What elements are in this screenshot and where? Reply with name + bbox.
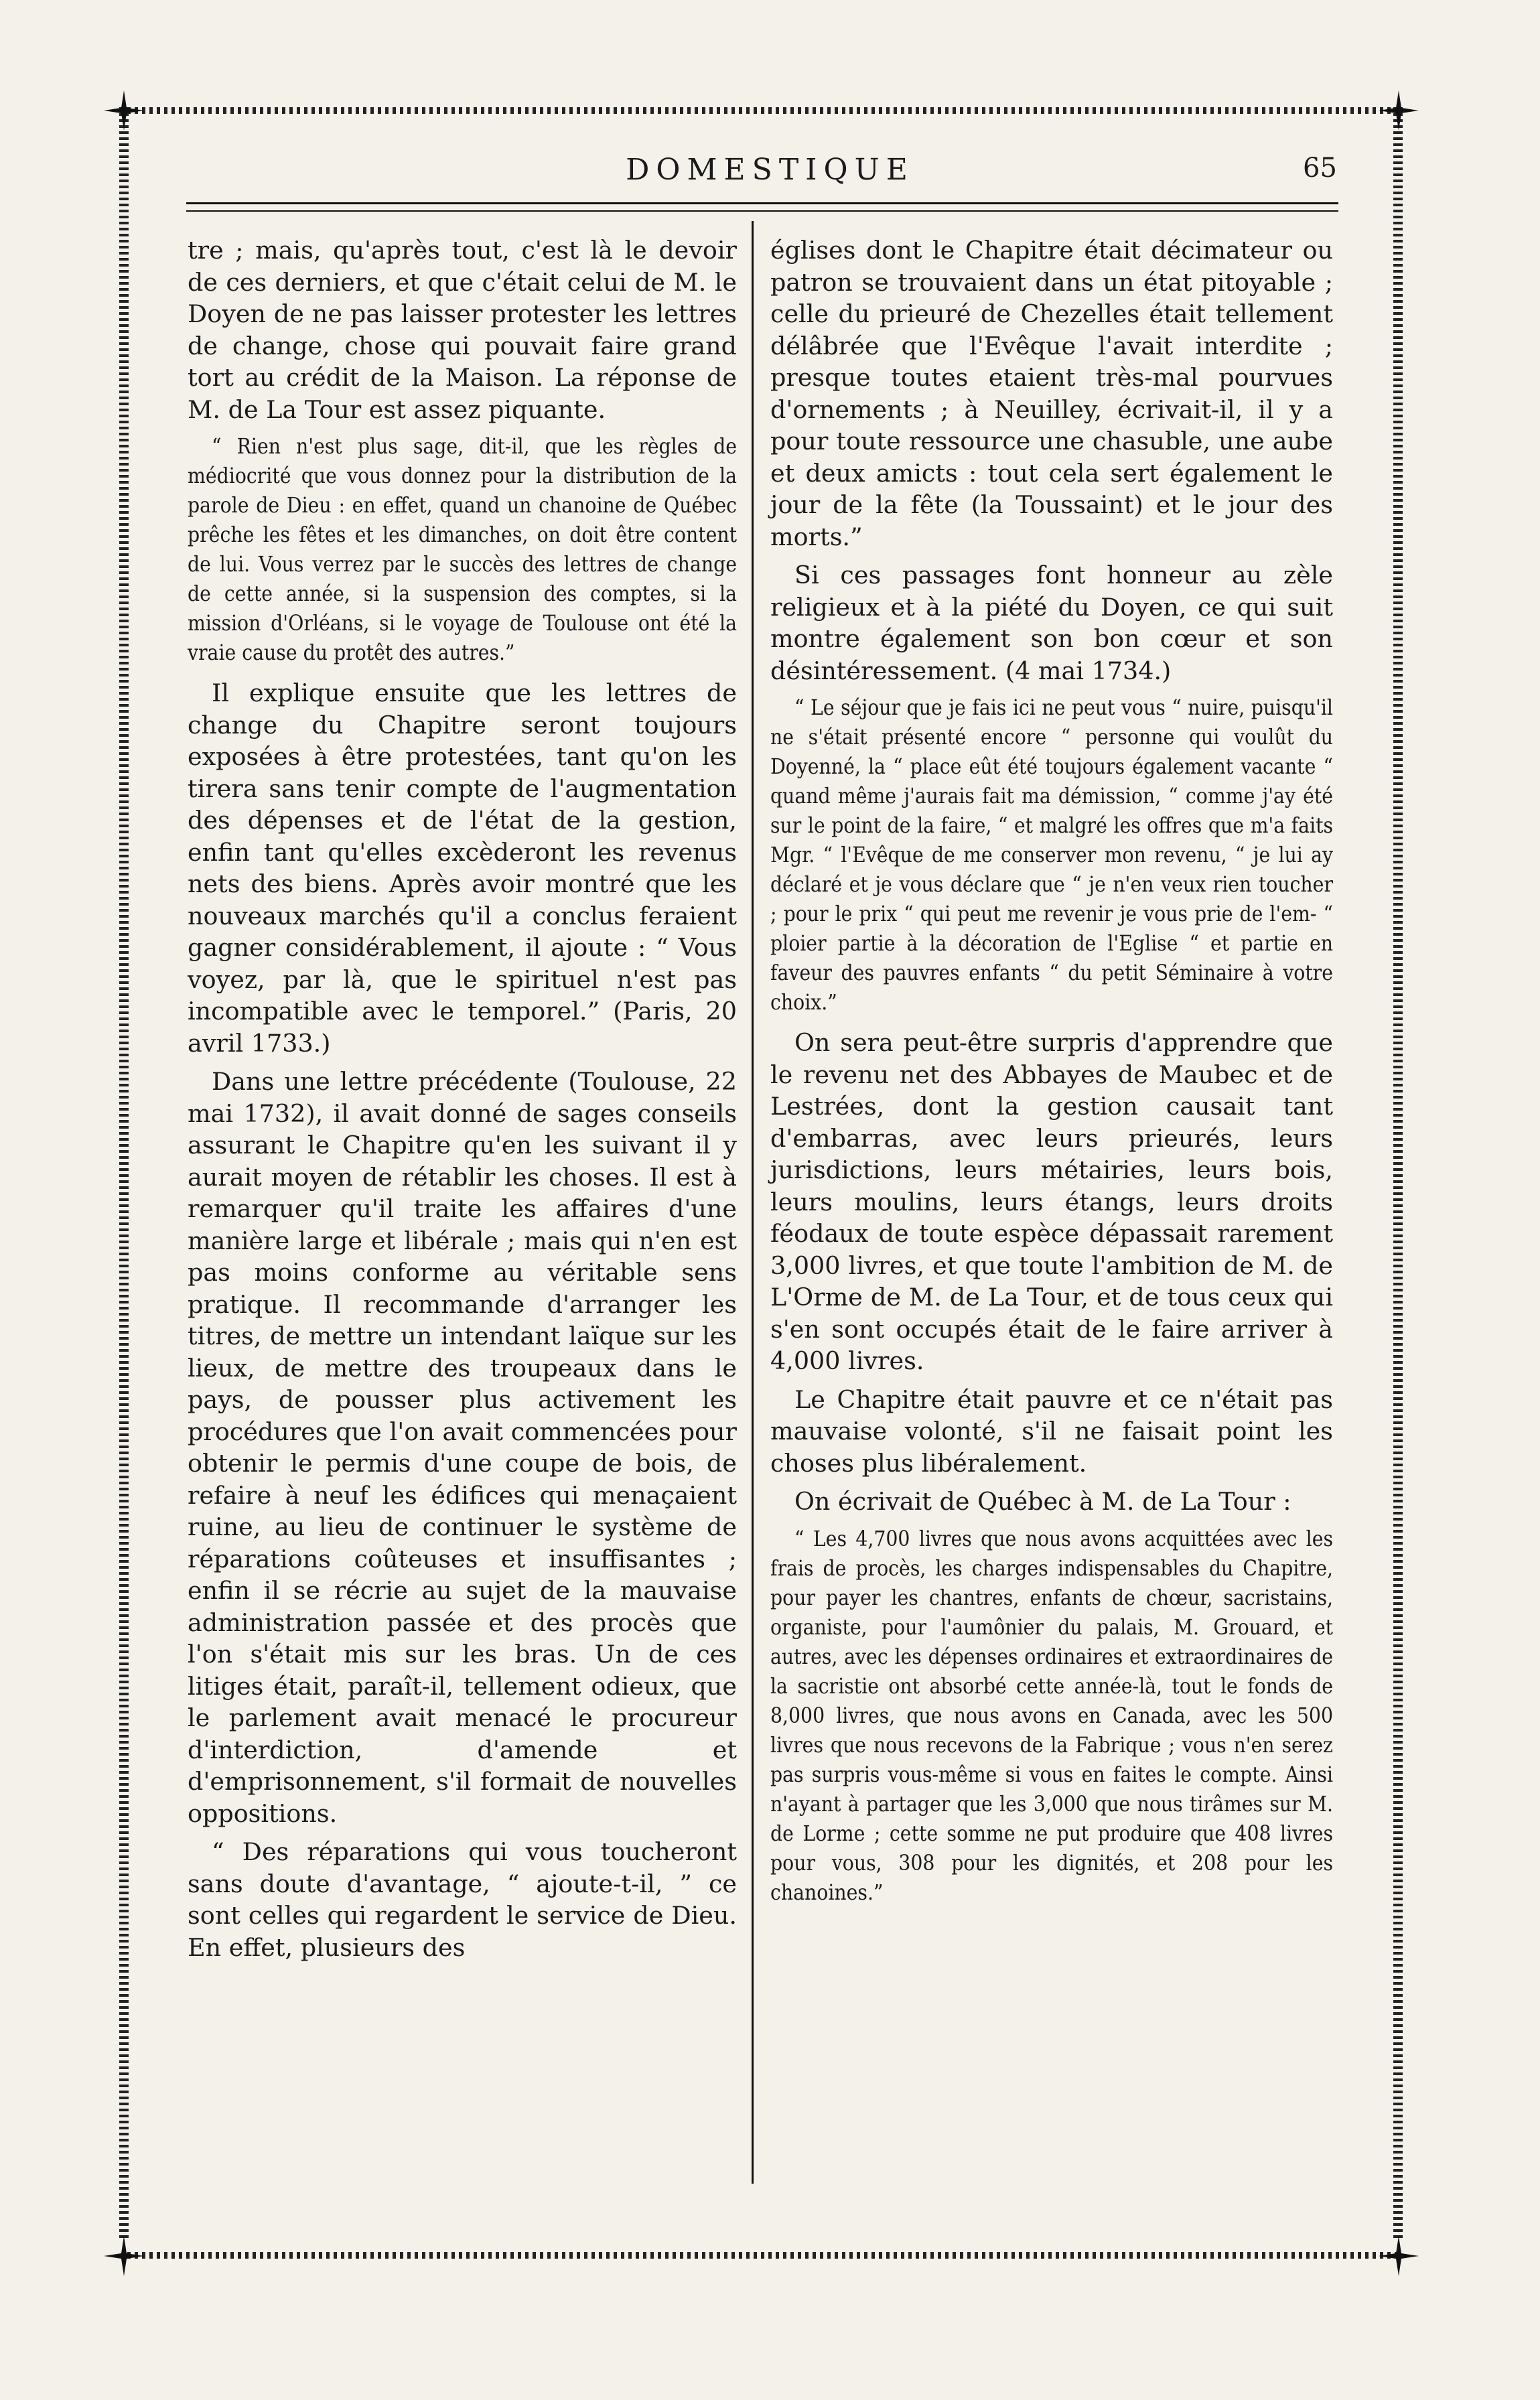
frame-left-border: [119, 107, 129, 2239]
right-column: [770, 234, 1333, 1917]
corner-ornament-icon: [1379, 2236, 1419, 2276]
paragraph: Si ces passages font honneur au zèle religieux et à la piété du Doyen, ce qui suit montre également son bon cœur et son désintéressement. (4 mai 1734.): [770, 561, 1333, 685]
corner-ornament-icon: [104, 90, 144, 131]
quoted-letter: “ Rien n'est plus sage, dit-il, que les règles de médiocrité que vous donnez pour la distribution de la parole de Dieu : en effet, quand un chanoine de Québec prêche les fêtes et les dimanches, on doit être content de lui. Vous verrez par le succès des lettres de change de cette année, si la suspension des comptes, si la mission d'Orléans, si le voyage de Toulouse ont été la vraie cause du protêt des autres.”: [188, 435, 737, 665]
column-divider: [752, 221, 754, 2184]
quoted-letter: “ Les 4,700 livres que nous avons acquittées avec les frais de procès, les charges indispensables du Chapitre, pour payer les chantres, enfants de chœur, sacristains, organiste, pour l'aumônier du palais, M. Grouard, et autres, avec les dépenses ordinaires et extraordinaires de la sacristie ont absorbé cette année-là, tout le fonds de 8,000 livres, que nous avons en Canada, avec les 500 livres que nous recevons de la Fabrique ; vous n'en serez pas surpris vous-même si vous en faites le compte. Ainsi n'ayant à partager que les 3,000 que nous tirâmes sur M. de Lorme ; cette somme ne put produire que 408 livres pour vous, 308 pour les dignités, et 208 pour les chanoines.”: [770, 1527, 1333, 1905]
paragraph: “ Des réparations qui vous toucheront sans doute d'avantage, “ ajoute-t-il, ” ce sont celles qui regardent le service de Dieu. En effet, plusieurs des: [188, 1837, 737, 1962]
frame-right-border: [1393, 107, 1403, 2239]
left-column: [188, 234, 737, 1970]
page-number: 65: [1303, 153, 1337, 184]
header-rule: [186, 202, 1338, 204]
corner-ornament-icon: [1379, 90, 1419, 131]
paragraph: On écrivait de Québec à M. de La Tour :: [794, 1487, 1291, 1516]
paragraph: Il explique ensuite que les lettres de change du Chapitre seront toujours exposées à être protestées, tant qu'on les tirera sans tenir compte de l'augmentation des dépenses et de l'état de la gestion, enfin tant qu'elles excèderont les revenus nets des biens. Après avoir montré que les nouveaux marchés qu'il a conclus feraient gagner considérablement, il ajoute : “ Vous voyez, par là, que le spirituel n'est pas incompatible avec le temporel.” (Paris, 20 avril 1733.): [188, 679, 737, 1058]
paragraph: Le Chapitre était pauvre et ce n'était pas mauvaise volonté, s'il ne faisait point les choses plus libéralement.: [770, 1385, 1333, 1478]
running-head: DOMESTIQUE: [626, 153, 914, 187]
paragraph: églises dont le Chapitre était décimateur ou patron se trouvaient dans un état pitoyable ; celle du prieuré de Chezelles était tellement délâbrée que l'Evêque l'avait interdite ; presque toutes etaient très-mal pourvues d'ornements ; à Neuilley, écrivait-il, il y a pour toute ressource une chasuble, une aube et deux amicts : tout cela sert également le jour de la fête (la Toussaint) et le jour des morts.”: [770, 236, 1333, 551]
corner-ornament-icon: [104, 2236, 144, 2276]
frame-top-border: [127, 107, 1400, 114]
paragraph: Dans une lettre précédente (Toulouse, 22 mai 1732), il avait donné de sages conseils assurant le Chapitre qu'en les suivant il y aurait moyen de rétablir les choses. Il est à remarquer qu'il traite les affaires d'une manière large et libérale ; mais qui n'en est pas moins conforme au véritable sens pratique. Il recommande d'arranger les titres, de mettre un intendant laïque sur les lieux, de mettre des troupeaux dans le pays, de pousser plus activement les procédures que l'on avait commencées pour obtenir le permis d'une coupe de bois, de refaire à neuf les édifices qui menaçaient ruine, au lieu de continuer le système de réparations coûteuses et insuffisantes ; enfin il se récrie au sujet de la mauvaise administration passée et des procès que l'on s'était mis sur les bras. Un de ces litiges était, paraît-il, tellement odieux, que le parlement avait menacé le procureur d'interdiction, d'amende et d'emprisonnement, s'il formait de nouvelles oppositions.: [188, 1067, 737, 1828]
header-rule-thin: [186, 210, 1338, 212]
paragraph: tre ; mais, qu'après tout, c'est là le devoir de ces derniers, et que c'était celui de M. le Doyen de ne pas laisser protester les lettres de change, chose qui pouvait faire grand tort au crédit de la Maison. La réponse de M. de La Tour est assez piquante.: [188, 236, 737, 424]
paragraph: On sera peut-être surpris d'apprendre que le revenu net des Abbayes de Maubec et de Lestrées, dont la gestion causait tant d'embarras, avec leurs prieurés, leurs jurisdictions, leurs métairies, leurs bois, leurs moulins, leurs étangs, leurs droits féodaux de toute espèce dépassait rarement 3,000 livres, et que toute l'ambition de M. de L'Orme de M. de La Tour, et de tous ceux qui s'en sont occupés était de le faire arriver à 4,000 livres.: [770, 1028, 1333, 1375]
quoted-letter: “ Le séjour que je fais ici ne peut vous “ nuire, puisqu'il ne s'était présenté encore “ personne qui voulût du Doyenné, la “ place eût été toujours également vacante “ quand même j'aurais fait ma démission, “ comme j'ay été sur le point de la faire, “ et malgré les offres que m'a faits Mgr. “ l'Evêque de me conserver mon revenu, “ je lui ay déclaré et je vous déclare que “ je n'en veux rien toucher ; pour le prix “ qui peut me revenir je vous prie de l'em- “ ploier partie à la décoration de l'Eglise “ et partie en faveur des pauvres enfants “ du petit Séminaire à votre choix.”: [770, 696, 1333, 1015]
frame-bottom-border: [127, 2252, 1400, 2259]
